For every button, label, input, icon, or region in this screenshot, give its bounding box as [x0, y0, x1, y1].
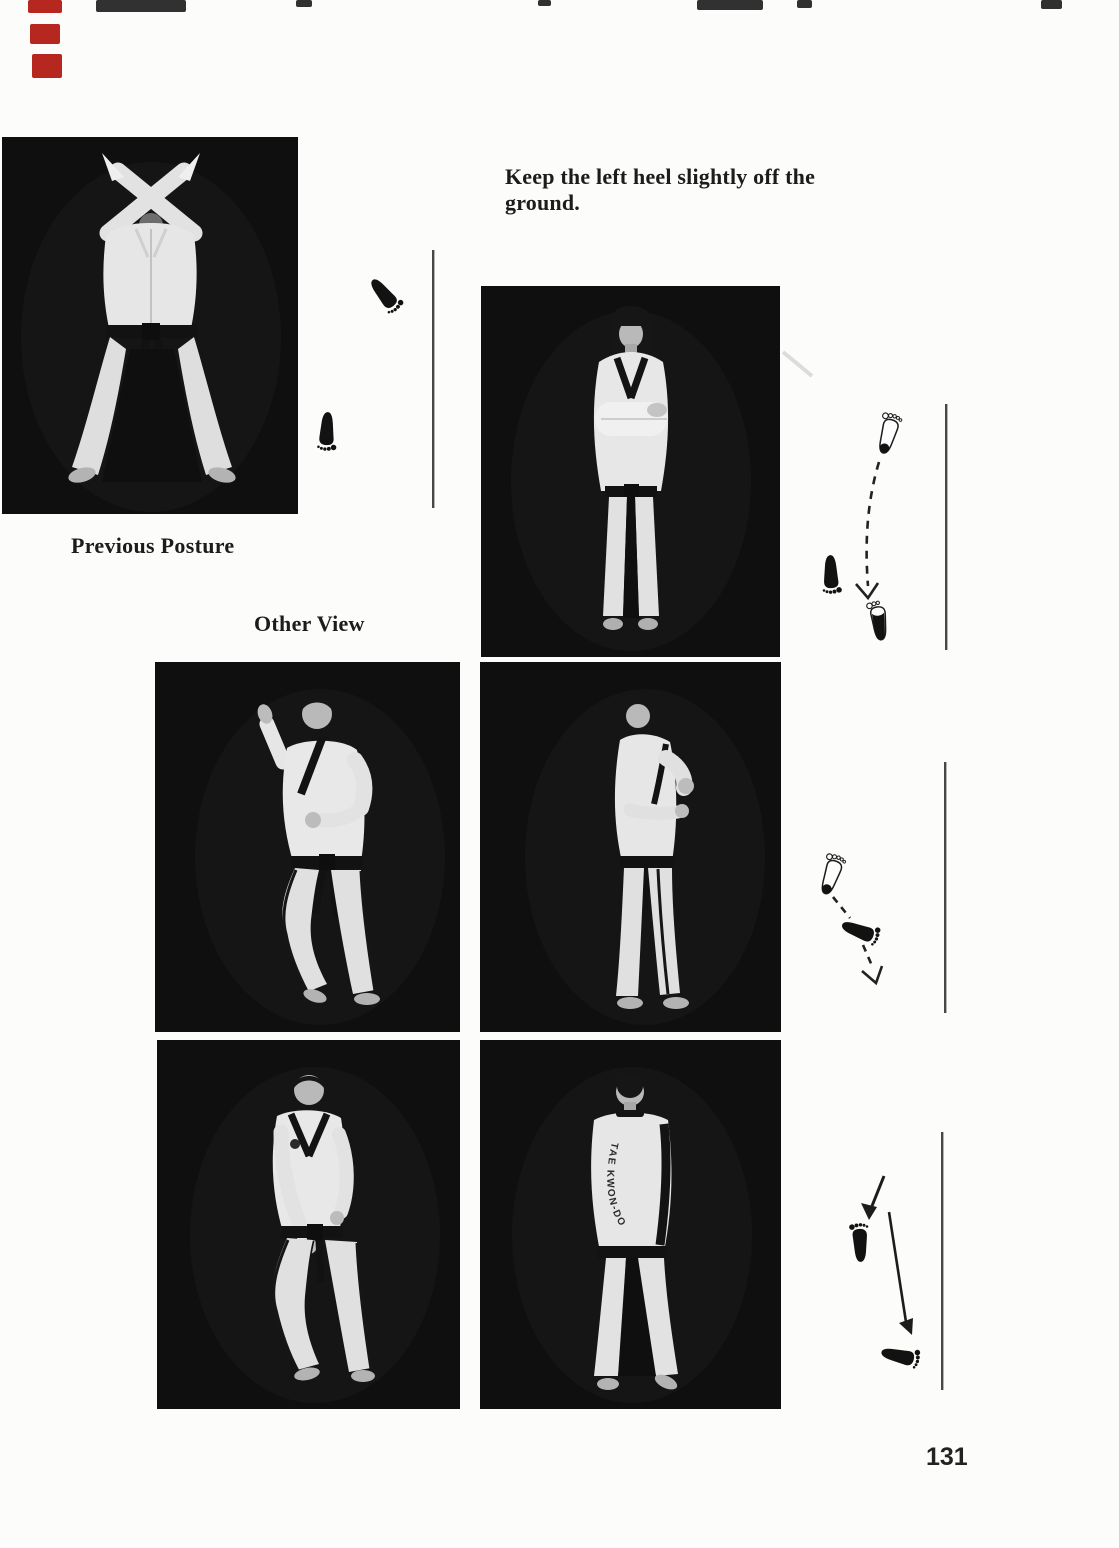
posture-figure-arms-crossed — [481, 286, 780, 657]
footprint-outline-icon — [816, 852, 847, 896]
edge-scan-mark — [96, 0, 186, 12]
red-scan-mark — [28, 0, 62, 13]
arrowhead-icon — [861, 1203, 877, 1220]
edge-scan-mark — [697, 0, 763, 10]
arrowhead-icon — [856, 583, 878, 598]
footprint-icon — [849, 1223, 870, 1263]
solid-arrow-icon — [872, 1176, 884, 1206]
footprint-icon — [880, 1343, 922, 1370]
photo-back-view — [480, 1040, 781, 1409]
solid-arrow-icon — [889, 1212, 906, 1322]
dashed-arrow-icon — [867, 462, 879, 586]
footprint-icon — [866, 600, 889, 641]
footprint-icon — [365, 274, 405, 316]
footprint-icon — [821, 555, 842, 595]
footprint-icon — [317, 412, 337, 451]
guide-line — [432, 250, 434, 508]
arrowhead-icon — [899, 1318, 913, 1335]
dashed-arrow-icon — [833, 897, 850, 918]
edge-scan-mark — [296, 0, 312, 7]
page-number: 131 — [926, 1443, 968, 1471]
caption-previous-posture: Previous Posture — [71, 533, 235, 558]
edge-scan-mark — [538, 0, 551, 6]
footprint-icon — [839, 916, 882, 947]
footprint-outline-icon — [873, 412, 902, 456]
posture-figure-x-block — [2, 137, 298, 514]
red-scan-mark — [30, 24, 60, 44]
edge-scan-mark — [1041, 0, 1062, 9]
photo-previous-posture — [2, 137, 298, 514]
posture-figure-back — [480, 1040, 781, 1409]
guide-line — [941, 1132, 943, 1390]
posture-figure-three-quarter — [155, 662, 460, 1032]
jacket-back-lettering: TAE KWON-DO — [604, 1141, 628, 1230]
photo-front-view — [481, 286, 780, 657]
posture-figure-profile — [480, 662, 781, 1032]
dashed-arrow-icon — [863, 945, 873, 968]
red-scan-mark — [32, 54, 62, 78]
edge-scan-mark — [797, 0, 812, 8]
instruction-note: Keep the left heel slightly off the ground. — [505, 164, 816, 215]
posture-figure-low-block — [157, 1040, 460, 1409]
caption-other-view: Other View — [254, 611, 365, 636]
arrowhead-icon — [862, 966, 882, 983]
guide-line — [945, 404, 947, 650]
photo-side-view — [480, 662, 781, 1032]
photo-front-low-position — [157, 1040, 460, 1409]
scan-smudge — [783, 352, 812, 376]
guide-line — [944, 762, 946, 1013]
photo-other-view — [155, 662, 460, 1032]
